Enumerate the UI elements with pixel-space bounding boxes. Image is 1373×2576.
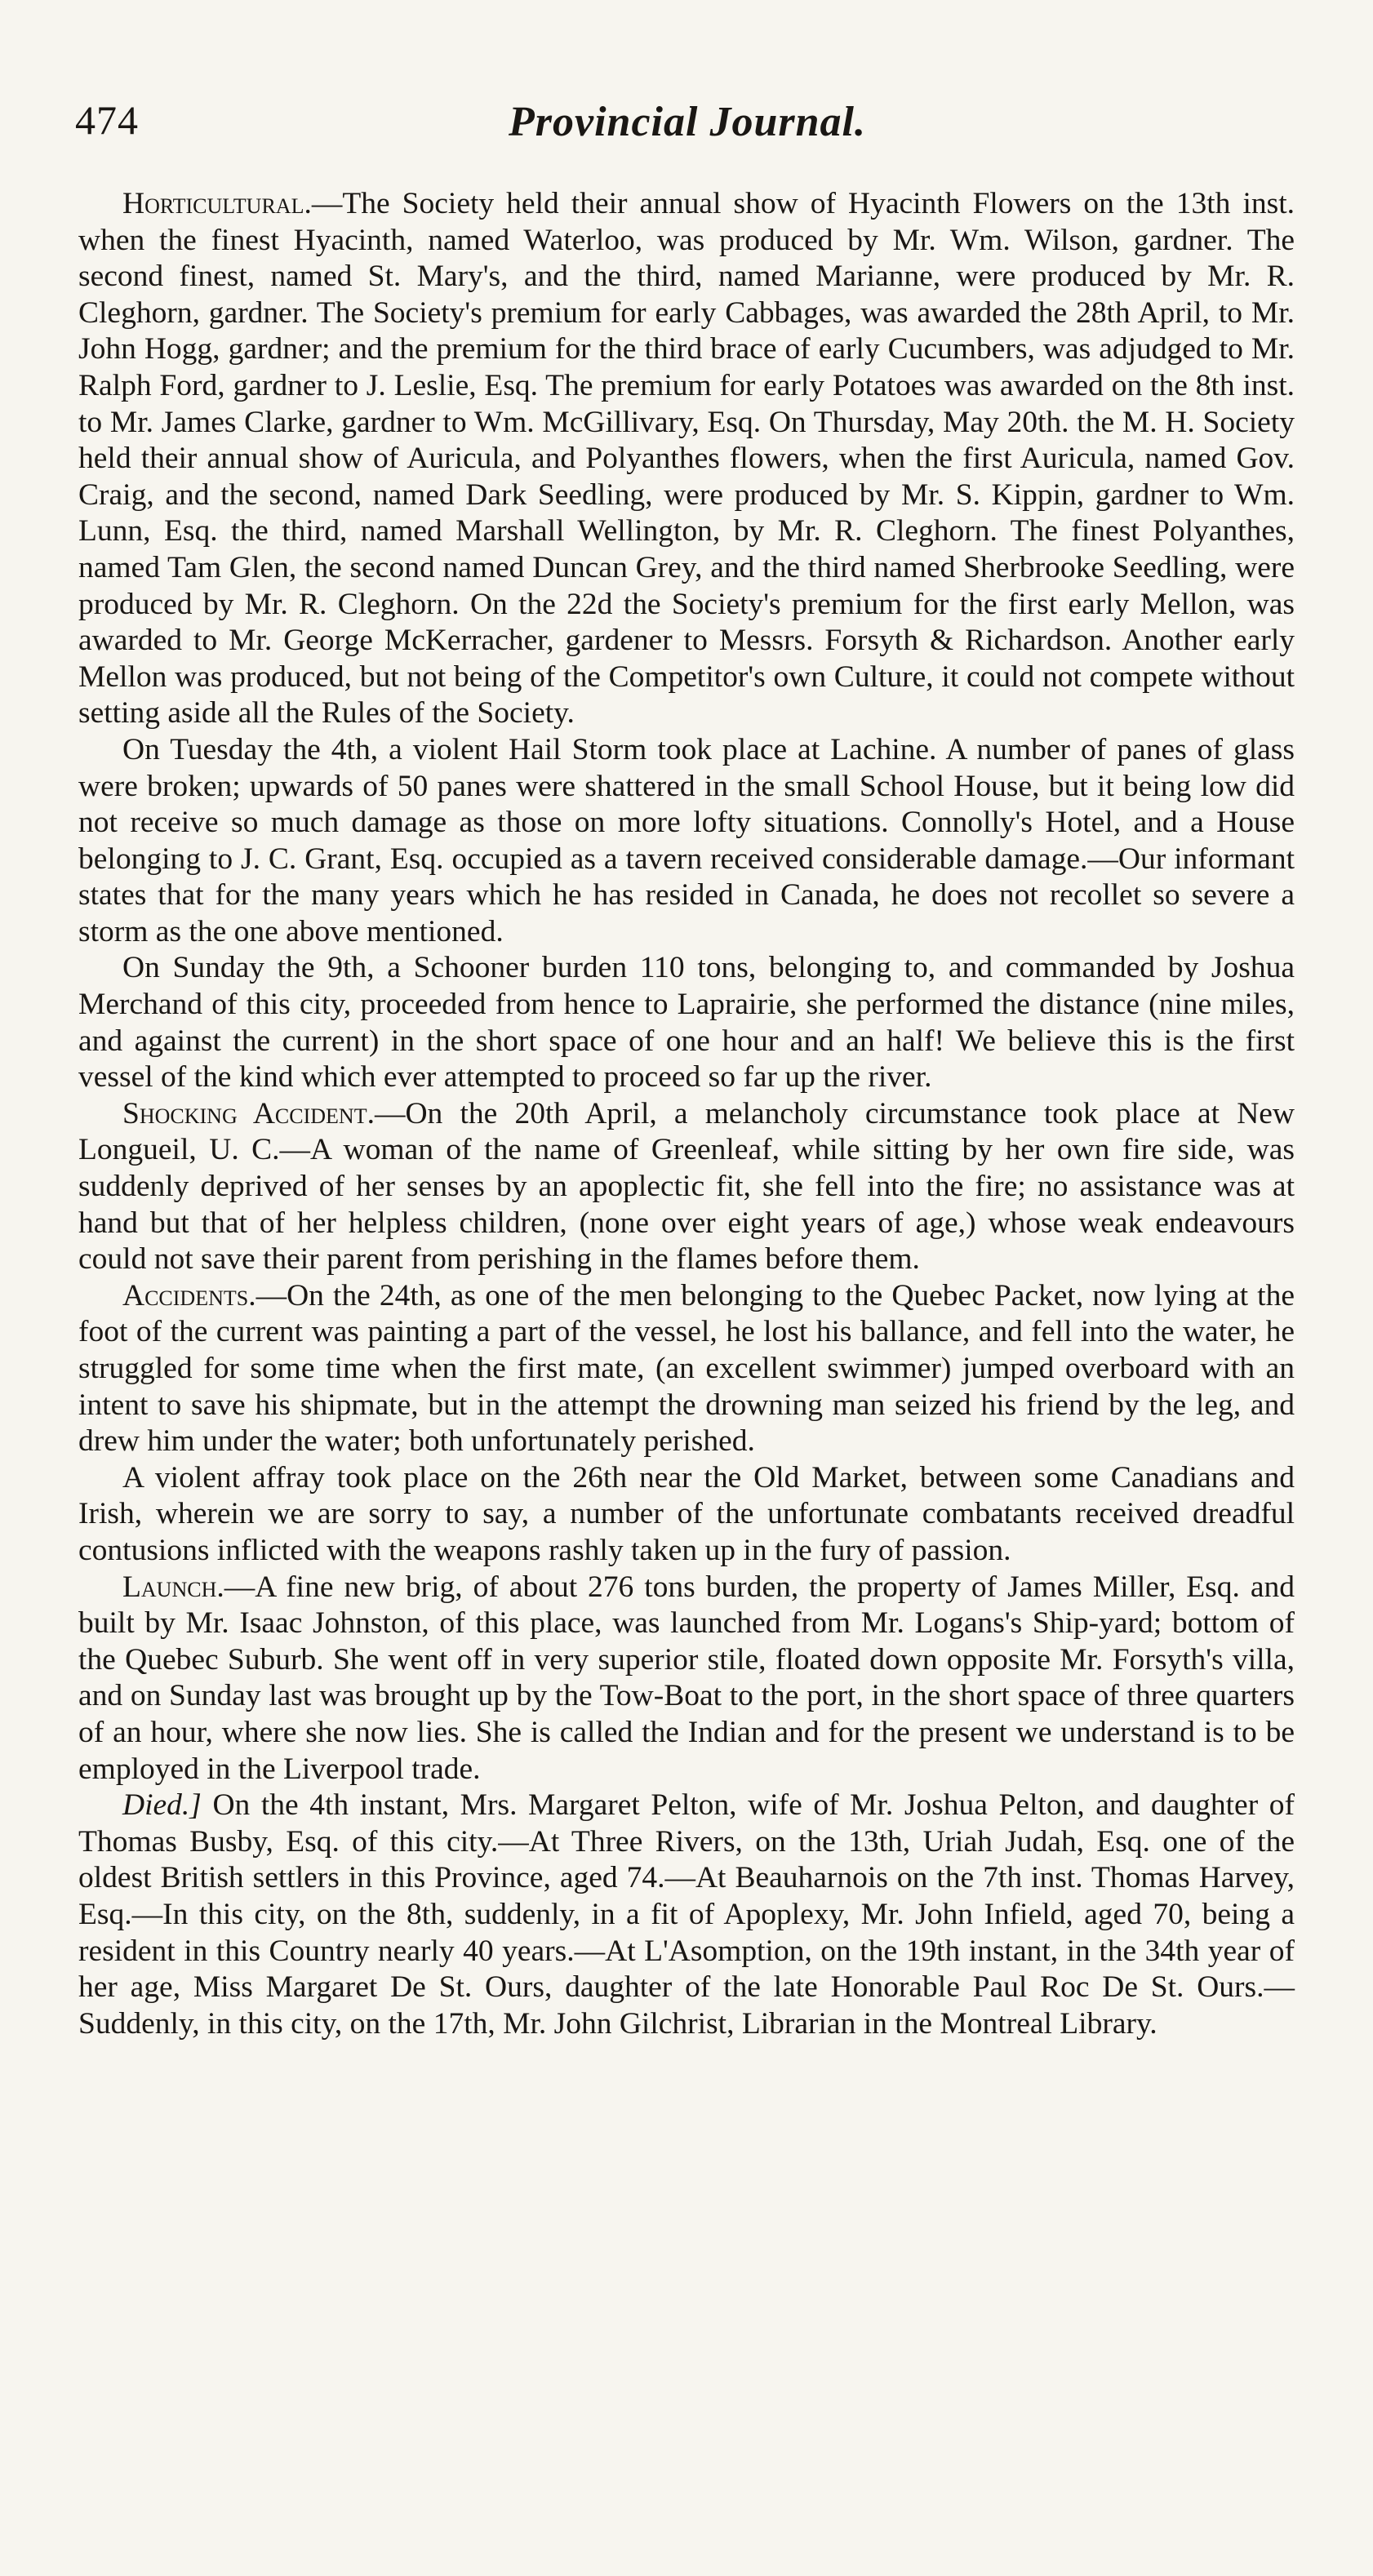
horticultural-paragraph [78, 186, 1295, 732]
accidents-paragraph [78, 1278, 1295, 1460]
paragraph-text: A violent affray took place on the 26th near the Old Market, between some Canadians and Irish, wherein we are sorry to say, a number of the unfortunate combatants received dreadful contusions inflicted with the weapons rashly taken up in the fury of passion. [78, 1460, 1295, 1567]
article-body [78, 186, 1295, 2042]
paragraph-text: On Sunday the 9th, a Schooner burden 110 tons, belonging to, and commanded by Joshua Merchand of this city, proceeded from hence to Laprairie, she performed the distance (nine miles, and against the current) in the short space of one hour and an half! We believe this is the first vessel of the kind which ever attempted to proceed so far up the river. [78, 951, 1295, 1095]
section-lead: Horticultural. [122, 187, 312, 220]
section-lead: Shocking Accident. [122, 1096, 375, 1130]
paragraph-text: —The Society held their annual show of Hyacinth Flowers on the 13th inst. when the finest Hyacinth, named Waterloo, was produced by Mr. Wm. Wilson, gardner. The second finest, named St. Mary's, and the third, named Marianne, were produced by Mr. R. Cleghorn, gardner. The Society's premium for early Cabbages, was awarded the 28th April, to Mr. John Hogg, gardner; and the premium for the third brace of early Cucumbers, was adjudged to Mr. Ralph Ford, gardner to J. Leslie, Esq. The premium for early Potatoes was awarded on the 8th inst. to Mr. James Clarke, gardner to Wm. McGillivary, Esq. On Thursday, May 20th. the M. H. Society held their annual show of Auricula, and Polyanthes flowers, when the first Auricula, named Gov. Craig, and the second, named Dark Seedling, were produced by Mr. S. Kippin, gardner to Wm. Lunn, Esq. the third, named Marshall Wellington, by Mr. R. Cleghorn. The finest Polyanthes, named Tam Glen, the second named Duncan Grey, and the third named Sherbrooke Seedling, were produced by Mr. R. Cleghorn. On the 22d the Society's premium for the first early Mellon, was awarded to Mr. George McKerracher, gardener to Messrs. Forsyth & Richardson. Another early Mellon was produced, but not being of the Competitor's own Culture, it could not compete without setting aside all the Rules of the Society. [78, 187, 1295, 731]
paragraph-text: —A fine new brig, of about 276 tons burden, the property of James Miller, Esq. and built by Mr. Isaac Johnston, of this place, was launched from Mr. Logans's Ship-yard; bottom of the Quebec Suburb. She went off in very superior stile, floated down opposite Mr. Forsyth's villa, and on Sunday last was brought up by the Tow-Boat to the port, in the short space of three quarters of an hour, where she now lies. She is called the Indian and for the present we understand is to be employed in the Liverpool trade. [78, 1570, 1295, 1786]
launch-paragraph [78, 1570, 1295, 1788]
affray-paragraph [78, 1460, 1295, 1570]
page-header [75, 82, 1300, 163]
paragraph-text: —On the 20th April, a melancholy circumstance took place at New Longueil, U. C.—A woman of the name of Greenleaf, while sitting by her own fire side, was suddenly deprived of her senses by an apoplectic fit, she fell into the fire; no assistance was at hand but that of her helpless children, (none over eight years of age,) whose weak endeavours could not save their parent from perishing in the flames before them. [78, 1096, 1295, 1277]
section-lead: Accidents. [122, 1278, 256, 1312]
hail-storm-paragraph [78, 732, 1295, 951]
paragraph-text: On the 4th instant, Mrs. Margaret Pelton, wife of Mr. Joshua Pelton, and daughter of Thomas Busby, Esq. of this city.—At Three Rivers, on the 13th, Uriah Judah, Esq. one of the oldest British settlers in this Province, aged 74.—At Beauharnois on the 7th inst. Thomas Harvey, Esq.—In this city, on the 8th, suddenly, in a fit of Apoplexy, Mr. John Infield, aged 70, being a resident in this Country nearly 40 years.—At L'Asomption, on the 19th instant, in the 34th year of her age, Miss Margaret De St. Ours, daughter of the late Honorable Paul Roc De St. Ours.—Suddenly, in this city, on the 17th, Mr. John Gilchrist, Librarian in the Montreal Library. [78, 1788, 1295, 2041]
section-lead: Died.] [122, 1788, 202, 1823]
died-paragraph [78, 1788, 1295, 2042]
schooner-paragraph [78, 950, 1295, 1095]
running-title: Provincial Journal. [509, 99, 866, 145]
shocking-accident-paragraph [78, 1096, 1295, 1278]
section-lead: Launch. [122, 1570, 224, 1604]
paragraph-text: —On the 24th, as one of the men belonging to the Quebec Packet, now lying at the foot of the current was painting a part of the vessel, he lost his ballance, and fell into the water, he struggled for some time when the first mate, (an excellent swimmer) jumped overboard with an intent to save his shipmate, but in the attempt the drowning man seized his friend by the leg, and drew him under the water; both unfortunately perished. [78, 1278, 1295, 1459]
page-number: 474 [75, 97, 139, 143]
paragraph-text: On Tuesday the 4th, a violent Hail Storm took place at Lachine. A number of panes of glass were broken; upwards of 50 panes were shattered in the small School House, but it being low did not receive so much damage as those on more lofty situations. Connolly's Hotel, and a House belonging to J. C. Grant, Esq. occupied as a tavern received considerable damage.—Our informant states that for the many years which he has resided in Canada, he does not recollet so severe a storm as the one above mentioned. [78, 732, 1295, 948]
